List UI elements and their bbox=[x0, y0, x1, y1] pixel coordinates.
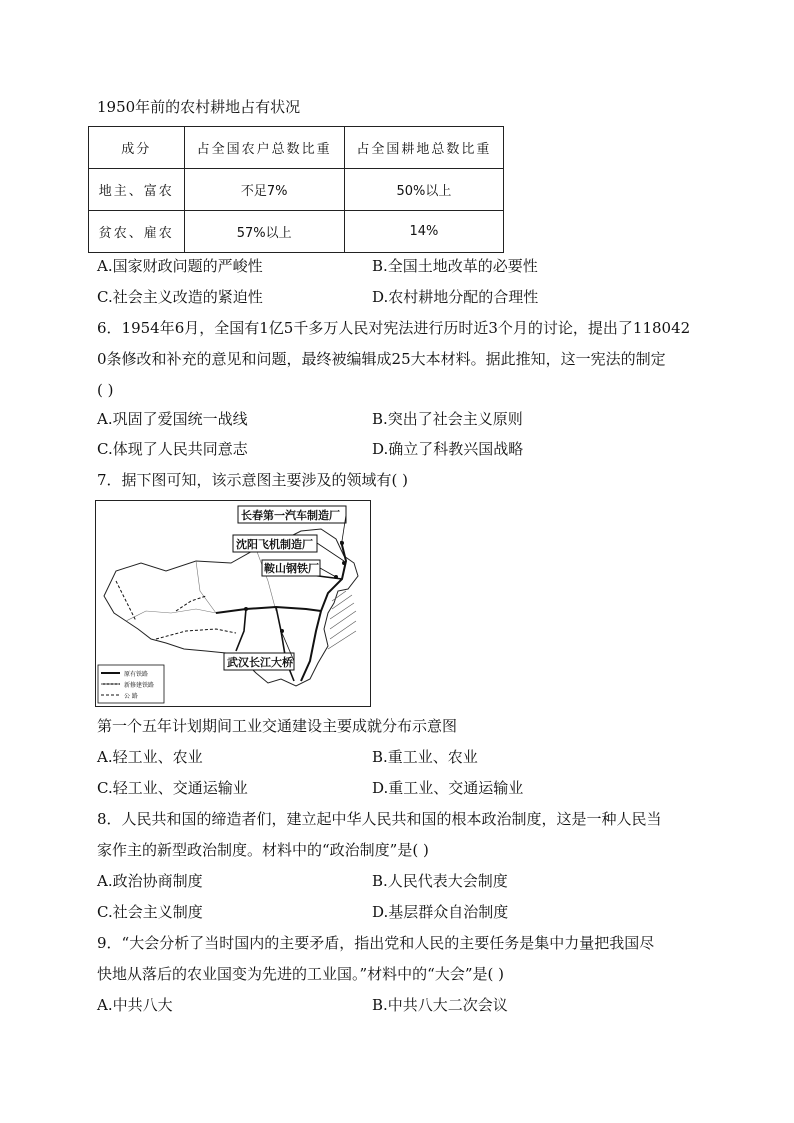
q5-option-d[interactable]: D.农村耕地分配的合理性 bbox=[372, 288, 539, 306]
q8-stem-line1: 8．人民共和国的缔造者们，建立起中华人民共和国的根本政治制度，这是一种人民当 bbox=[97, 810, 662, 828]
q5-option-a[interactable]: A.国家财政问题的严峻性 bbox=[97, 257, 263, 275]
table-row bbox=[89, 211, 504, 253]
legend-label: 公 路 bbox=[124, 693, 138, 700]
table-cell: 不足7% bbox=[184, 169, 344, 211]
table-header-row bbox=[89, 127, 504, 169]
q7-option-c[interactable]: C.轻工业、交通运输业 bbox=[97, 779, 248, 797]
map-label: 沈阳飞机制造厂 bbox=[236, 538, 313, 551]
q9-option-b[interactable]: B.中共八大二次会议 bbox=[372, 996, 508, 1014]
map-caption: 第一个五年计划期间工业交通建设主要成就分布示意图 bbox=[97, 717, 458, 735]
q7-option-a[interactable]: A.轻工业、农业 bbox=[97, 748, 203, 766]
q8-option-b[interactable]: B.人民代表大会制度 bbox=[372, 872, 508, 890]
q8-option-a[interactable]: A.政治协商制度 bbox=[97, 872, 203, 890]
q9-option-a[interactable]: A.中共八大 bbox=[97, 996, 173, 1014]
q6-option-a[interactable]: A.巩固了爱国统一战线 bbox=[97, 410, 248, 428]
table-title: 1950年前的农村耕地占有状况 bbox=[97, 98, 301, 116]
header-cell: 占全国农户总数比重 bbox=[184, 127, 344, 169]
q7-stem: 7．据下图可知，该示意图主要涉及的领域有( ) bbox=[97, 471, 409, 489]
map-label: 武汉长江大桥 bbox=[227, 656, 293, 669]
q8-stem-line2: 家作主的新型政治制度。材料中的“政治制度”是( ) bbox=[97, 841, 429, 859]
legend-label: 新修建铁路 bbox=[124, 682, 155, 689]
q6-answer-blank: ( ) bbox=[97, 381, 114, 399]
table-cell: 贫农、雇农 bbox=[89, 211, 185, 253]
table-cell: 57%以上 bbox=[184, 211, 344, 253]
header-cell: 占全国耕地总数比重 bbox=[344, 127, 503, 169]
q9-stem-line2: 快地从落后的农业国变为先进的工业国。”材料中的“大会”是( ) bbox=[97, 965, 504, 983]
land-occupation-table bbox=[88, 126, 504, 253]
header-cell: 成分 bbox=[89, 127, 185, 169]
q6-option-c[interactable]: C.体现了人民共同意志 bbox=[97, 440, 248, 458]
q8-option-d[interactable]: D.基层群众自治制度 bbox=[372, 903, 509, 921]
table-cell: 地主、富农 bbox=[89, 169, 185, 211]
q7-option-d[interactable]: D.重工业、交通运输业 bbox=[372, 779, 524, 797]
q9-stem-line1: 9．“大会分析了当时国内的主要矛盾，指出党和人民的主要任务是集中力量把我国尽 bbox=[97, 934, 655, 952]
table-cell: 50%以上 bbox=[344, 169, 503, 211]
q5-option-c[interactable]: C.社会主义改造的紧迫性 bbox=[97, 288, 263, 306]
map-label: 长春第一汽车制造厂 bbox=[241, 509, 340, 522]
q5-option-b[interactable]: B.全国土地改革的必要性 bbox=[372, 257, 538, 275]
q6-stem-line1: 6．1954年6月，全国有1亿5千多万人民对宪法进行历时近3个月的讨论，提出了118042 bbox=[97, 319, 691, 337]
q6-option-b[interactable]: B.突出了社会主义原则 bbox=[372, 410, 523, 428]
table-row bbox=[89, 169, 504, 211]
legend-label: 原有铁路 bbox=[124, 671, 149, 678]
five-year-plan-map bbox=[95, 500, 371, 707]
q6-stem-line2: 0条修改和补充的意见和问题，最终被编辑成25大本材料。据此推知，这一宪法的制定 bbox=[97, 350, 666, 368]
q6-option-d[interactable]: D.确立了科教兴国战略 bbox=[372, 440, 524, 458]
table-cell: 14% bbox=[344, 211, 503, 253]
q8-option-c[interactable]: C.社会主义制度 bbox=[97, 903, 203, 921]
q7-option-b[interactable]: B.重工业、农业 bbox=[372, 748, 478, 766]
map-label: 鞍山钢铁厂 bbox=[264, 562, 319, 575]
